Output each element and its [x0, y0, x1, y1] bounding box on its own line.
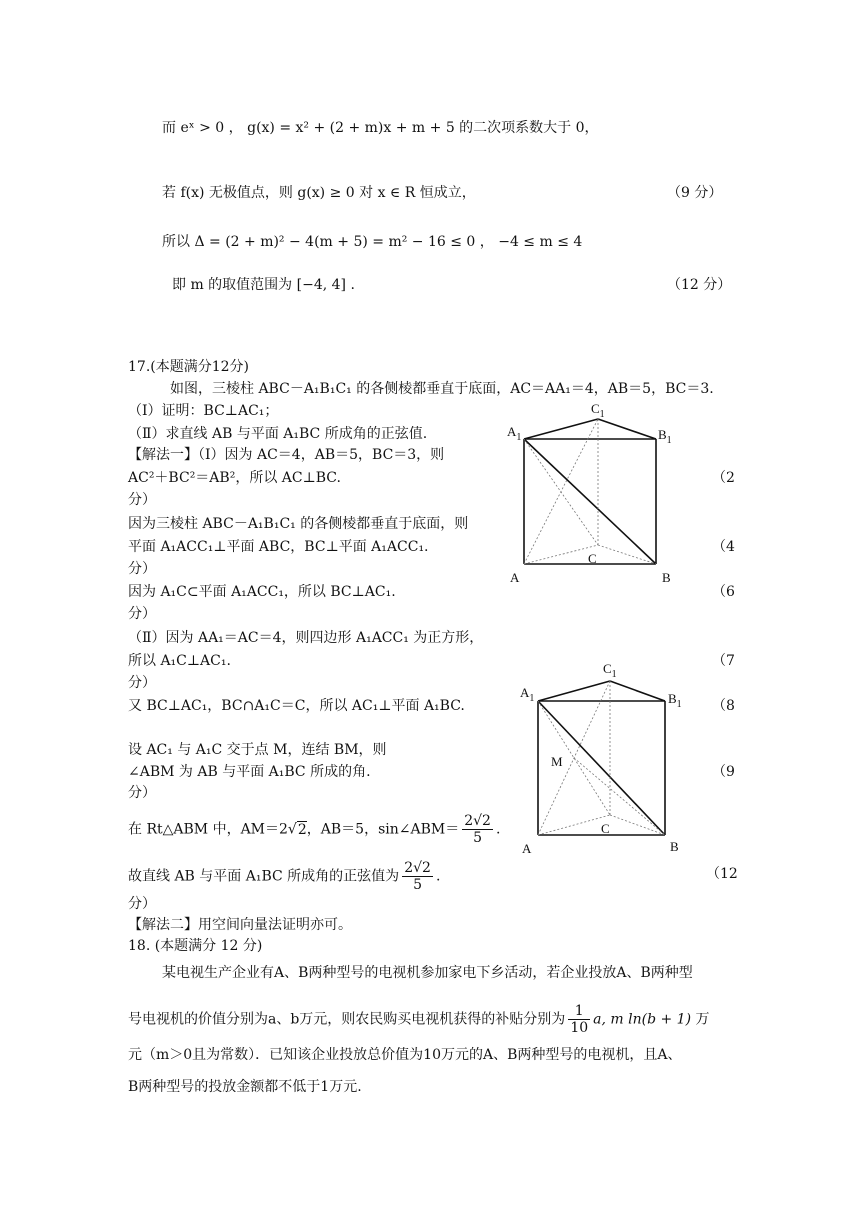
vertex-label-a1: $A_1$: [520, 685, 535, 704]
score-label: 分）: [128, 561, 156, 577]
edge-c1b1: [610, 681, 665, 701]
text-run: 在 Rt△ABM 中，AM＝2: [128, 821, 288, 838]
line-top-3: 所以 Δ = (2 + m)² − 4(m + 5) = m² − 16 ≤ 0 ， −4 ≤ m ≤ 4: [162, 234, 583, 250]
text-run: 号电视机的价值分别为a、b万元，则农民购买电视机获得的补贴分别为: [128, 1011, 566, 1028]
point-label-m: M: [551, 754, 563, 769]
fraction-denominator: 5: [413, 877, 423, 894]
text-run: .: [495, 821, 501, 838]
q17-rt-triangle-line: 在 Rt△ABM 中，AM＝2√2，AB＝5，sin∠ABM＝ $\frac{2√2}{5}$ .: [128, 813, 501, 847]
q17-part2: （Ⅱ）求直线 AB 与平面 A₁BC 所成角的正弦值.: [128, 426, 428, 442]
vertex-label-c1: $C_1$: [591, 401, 605, 420]
text-run: .: [435, 868, 441, 885]
score-label: （8: [712, 698, 735, 714]
edge-a1c1: [538, 681, 610, 701]
score-label: （7: [712, 653, 735, 669]
fraction-denominator: 10: [570, 1020, 589, 1037]
score-label: 分）: [128, 492, 156, 508]
vertex-label-c1: $C_1$: [603, 661, 617, 680]
line-top-1: 而 eˣ > 0 ， g(x) = x² + (2 + m)x + m + 5 的二次项系数大于 0，: [162, 120, 599, 136]
q17-part1: （Ⅰ）证明：BC⊥AC₁；: [128, 403, 279, 419]
q17-solution-line: 平面 A₁ACC₁⊥平面 ABC，BC⊥平面 A₁ACC₁.: [128, 539, 429, 555]
score-label: 分）: [128, 606, 156, 622]
q18-paragraph-line: B两种型号的投放金额都不低于1万元.: [128, 1079, 362, 1095]
prism-figure-2: [515, 657, 705, 857]
vertex-label-a1: $A_1$: [507, 424, 522, 443]
q17-solution-line: AC²＋BC²＝AB²，所以 AC⊥BC.: [128, 470, 341, 486]
vertex-label-c: C: [601, 821, 610, 836]
q17-conclusion-line: [128, 860, 440, 893]
q17-solution-line: （Ⅱ）因为 AA₁＝AC＝4，则四边形 A₁ACC₁ 为正方形，: [128, 630, 484, 646]
text-run: a, m ln(b + 1): [593, 1011, 692, 1028]
vertex-label-b: B: [670, 839, 679, 854]
vertex-label-b: B: [662, 570, 671, 585]
score-label: （6: [712, 584, 735, 600]
fraction-numerator: 2√2: [464, 813, 491, 829]
q17-stem: 如图，三棱柱 ABC－A₁B₁C₁ 的各侧棱都垂直于底面，AC＝AA₁＝4，AB＝5，BC＝3.: [170, 381, 714, 397]
q18-paragraph-line: 元（m＞0且为常数）．已知该企业投放总价值为10万元的A、B两种型号的电视机，且A、: [128, 1047, 682, 1063]
q18-subsidy-line: [128, 1003, 709, 1036]
q17-heading: 17.(本题满分12分): [128, 359, 250, 375]
text-run: ，AB＝5，sin∠ABM＝: [306, 821, 460, 838]
vertex-label-b1: $B_1$: [668, 691, 682, 710]
score-9: （9 分）: [667, 185, 723, 201]
text-run: 故直线 AB 与平面 A₁BC 所成角的正弦值为: [128, 868, 400, 885]
hidden-edge-ac: [538, 815, 610, 835]
score-label: （9: [712, 764, 735, 780]
score-label: 分）: [128, 675, 156, 691]
q18-heading: 18. (本题满分 12 分): [128, 938, 263, 954]
hidden-edge-bm: [574, 758, 665, 835]
hidden-edge-ac1: [524, 419, 598, 564]
prism-figure-1: [500, 395, 690, 590]
q17-solution-line: 又 BC⊥AC₁，BC∩A₁C＝C，所以 AC₁⊥平面 A₁BC.: [128, 698, 465, 714]
fraction: [462, 813, 493, 846]
q17-solution-line: 因为 A₁C⊂平面 A₁ACC₁，所以 BC⊥AC₁.: [128, 584, 396, 600]
fraction-denominator: 5: [473, 830, 483, 847]
text-run: 万: [691, 1011, 710, 1028]
edge-a1b: [524, 439, 656, 564]
score-label: 分）: [128, 785, 156, 801]
vertex-label-a: A: [510, 570, 520, 585]
vertex-label-b1: $B_1$: [658, 427, 672, 446]
fraction-numerator: 1: [568, 1003, 590, 1020]
q17-solution-line: 因为三棱柱 ABC－A₁B₁C₁ 的各侧棱都垂直于底面，则: [128, 516, 469, 532]
score-label: （2: [712, 470, 735, 486]
edge-a1c1: [524, 419, 598, 439]
line-top-2: 若 f(x) 无极值点，则 g(x) ≥ 0 对 x ∈ R 恒成立，: [162, 185, 476, 201]
q17-solution-line: 设 AC₁ 与 A₁C 交于点 M，连结 BM，则: [128, 742, 387, 758]
sqrt-radicand: 2: [297, 821, 307, 838]
hidden-edge-cb: [610, 815, 665, 835]
score-label: 分）: [128, 896, 156, 912]
score-label: （4: [712, 539, 735, 555]
q17-solution-line: 所以 A₁C⊥AC₁.: [128, 653, 231, 669]
score-12-top: （12 分）: [667, 277, 732, 293]
line-top-4: 即 m 的取值范围为 [−4, 4] .: [172, 277, 355, 293]
fraction: [402, 860, 433, 893]
fraction-numerator: 2√2: [404, 860, 431, 876]
vertex-label-a: A: [522, 841, 532, 856]
hidden-edge-cb: [598, 545, 656, 564]
score-label: （12: [706, 866, 738, 882]
vertex-label-c: C: [588, 551, 597, 566]
q17-method-two: 【解法二】用空间向量法证明亦可。: [128, 917, 352, 933]
q17-solution-line: 【解法一】（Ⅰ）因为 AC＝4，AB＝5，BC＝3，则: [128, 447, 445, 463]
q17-solution-line: ∠ABM 为 AB 与平面 A₁BC 所成的角.: [128, 764, 371, 780]
edge-c1b1: [598, 419, 656, 439]
hidden-edge-ac: [524, 545, 598, 564]
fraction: [568, 1003, 590, 1036]
q18-paragraph-line: 某电视生产企业有A、B两种型号的电视机参加家电下乡活动，若企业投放A、B两种型: [162, 965, 693, 981]
